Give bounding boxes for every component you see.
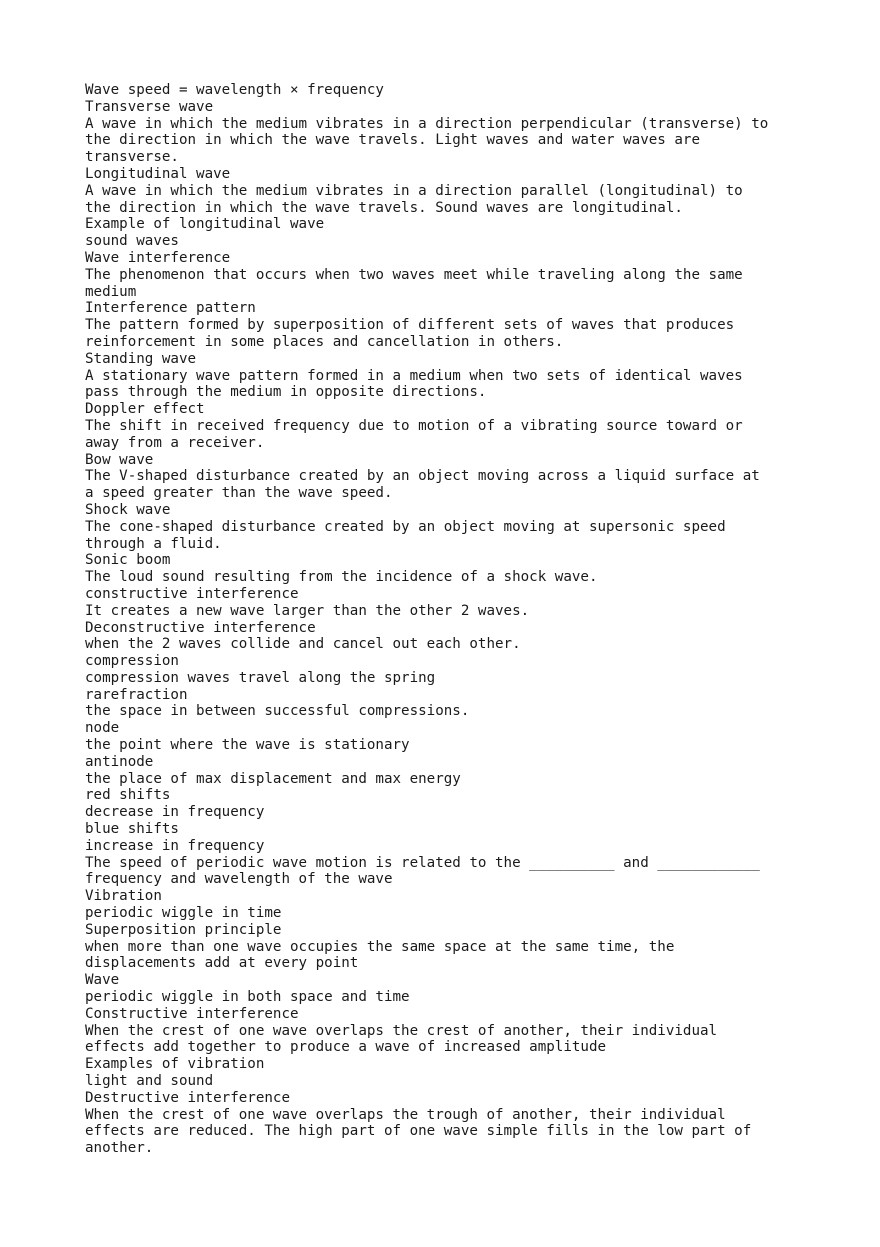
text-line: A wave in which the medium vibrates in a direction perpendicular (transverse) to — [85, 115, 769, 132]
text-line: antinode — [85, 753, 154, 770]
text-line: the direction in which the wave travels. Sound waves are longitudinal. — [85, 199, 683, 216]
text-line: Deconstructive interference — [85, 619, 316, 636]
text-line: Superposition principle — [85, 921, 282, 938]
text-line: compression — [85, 653, 179, 670]
text-line: compression waves travel along the spring — [85, 669, 436, 686]
text-line: node — [85, 720, 120, 737]
text-line: Examples of vibration — [85, 1056, 265, 1073]
text-line: The V-shaped disturbance created by an object moving across a liquid surface at — [85, 468, 760, 485]
text-line: the direction in which the wave travels. Light waves and water waves are — [85, 132, 700, 149]
text-line: light and sound — [85, 1073, 214, 1090]
text-line: through a fluid. — [85, 535, 222, 552]
text-line: pass through the medium in opposite directions. — [85, 384, 487, 401]
text-line: decrease in frequency — [85, 804, 265, 821]
text-line: the point where the wave is stationary — [85, 737, 410, 754]
text-line: Shock wave — [85, 501, 171, 518]
text-line: periodic wiggle in time — [85, 905, 282, 922]
text-line: A stationary wave pattern formed in a medium when two sets of identical waves — [85, 367, 743, 384]
text-line: Destructive interference — [85, 1089, 290, 1106]
text-line: the place of max displacement and max energy — [85, 770, 461, 787]
text-line: Doppler effect — [85, 401, 205, 418]
text-line: blue shifts — [85, 821, 179, 838]
text-line: The shift in received frequency due to motion of a vibrating source toward or — [85, 417, 743, 434]
text-line: Bow wave — [85, 451, 154, 468]
text-line: Constructive interference — [85, 1005, 299, 1022]
text-line: Wave — [85, 972, 120, 989]
text-line: The cone-shaped disturbance created by an object moving at supersonic speed — [85, 518, 726, 535]
text-line: Transverse wave — [85, 98, 214, 115]
text-line: The phenomenon that occurs when two waves meet while traveling along the same — [85, 266, 743, 283]
text-line: Vibration — [85, 888, 162, 905]
text-line: Wave speed = wavelength × frequency — [85, 82, 384, 98]
text-line: sound waves — [85, 233, 179, 250]
text-line: effects add together to produce a wave of increased amplitude — [85, 1039, 607, 1056]
text-line: When the crest of one wave overlaps the crest of another, their individual — [85, 1022, 718, 1039]
text-line: The pattern formed by superposition of different sets of waves that produces — [85, 317, 735, 334]
text-line: another. — [85, 1140, 154, 1157]
text-line: Longitudinal wave — [85, 165, 231, 182]
text-line: constructive interference — [85, 585, 299, 602]
text-line: medium — [85, 283, 137, 300]
text-line: increase in frequency — [85, 837, 265, 854]
text-line: red shifts — [85, 787, 171, 804]
text-line: the space in between successful compressions. — [85, 703, 470, 720]
text-line: Sonic boom — [85, 552, 171, 569]
text-line: a speed greater than the wave speed. — [85, 485, 393, 502]
text-line: When the crest of one wave overlaps the trough of another, their individual — [85, 1106, 726, 1123]
text-line: It creates a new wave larger than the other 2 waves. — [85, 602, 530, 619]
text-line: away from a receiver. — [85, 434, 265, 451]
text-line: Wave interference — [85, 249, 231, 266]
text-line: reinforcement in some places and cancellation in others. — [85, 333, 564, 350]
text-line: transverse. — [85, 149, 179, 166]
text-line: The loud sound resulting from the incidence of a shock wave. — [85, 569, 598, 586]
text-line: when more than one wave occupies the same space at the same time, the — [85, 938, 675, 955]
text-line: when the 2 waves collide and cancel out each other. — [85, 636, 521, 653]
document-page — [85, 82, 805, 1157]
text-line: effects are reduced. The high part of one wave simple fills in the low part of — [85, 1123, 752, 1140]
text-line: A wave in which the medium vibrates in a direction parallel (longitudinal) to — [85, 182, 743, 199]
text-line: Example of longitudinal wave — [85, 216, 325, 233]
text-line: displacements add at every point — [85, 955, 359, 972]
text-line: Interference pattern — [85, 300, 256, 317]
text-line: The speed of periodic wave motion is related to the __________ and ____________ — [85, 854, 760, 871]
text-line: Standing wave — [85, 350, 197, 367]
text-line: periodic wiggle in both space and time — [85, 989, 410, 1006]
text-line: rarefraction — [85, 686, 188, 703]
text-line: frequency and wavelength of the wave — [85, 871, 393, 888]
